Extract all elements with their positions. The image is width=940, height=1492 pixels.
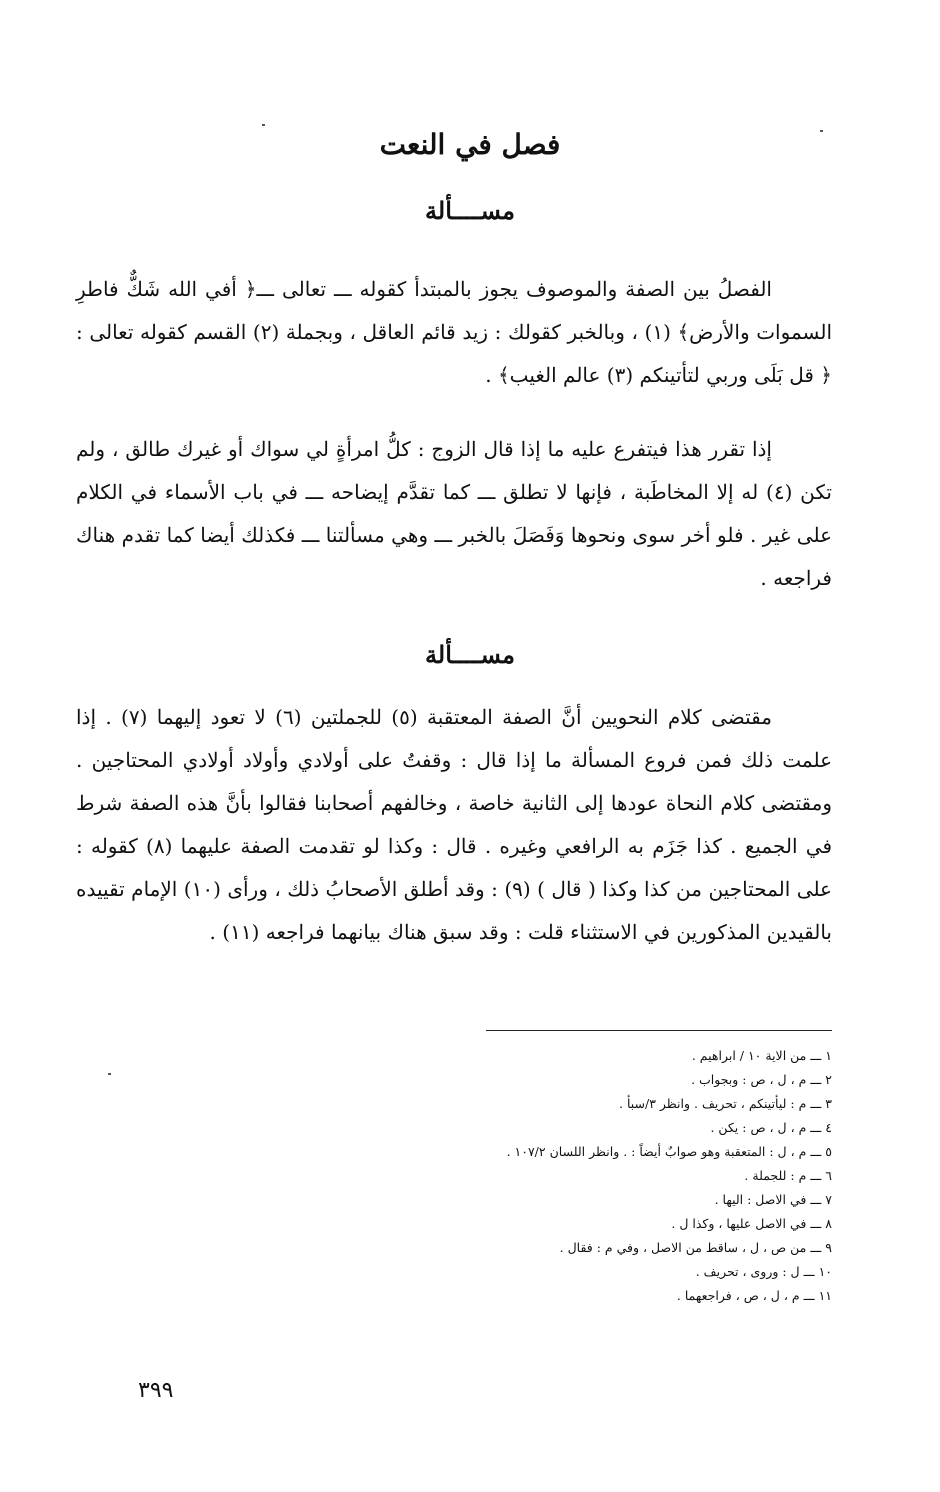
page-number: ٣٩٩ (138, 1378, 174, 1403)
footnote-item: ١٠ ـــ ل : وروى ، تحريف . (695, 1264, 832, 1279)
footnote-item: ٧ ـــ في الاصل : اليها . (714, 1192, 832, 1207)
footnote-item: ٩ ـــ من ص ، ل ، ساقط من الاصل ، وفي م : فقال . (559, 1240, 832, 1255)
footnote-item: ٢ ـــ م ، ل ، ص : وبجواب . (691, 1072, 832, 1087)
scan-speck (820, 130, 823, 132)
paragraph-3: مقتضى كلام النحويين أنَّ الصفة المعتقبة (٥) للجملتين (٦) لا تعود إليهما (٧) . إذا علمت ذلك فمن فروع المسألة ما إذا قال : وقفتُ على أولادي وأولاد أولادي المحتاجين . ومقتضى كلام النحاة عودها إلى الثانية خاصة ، وخالفهم أصحابنا فقالوا بأنَّ هذه الصفة شرط في الجميع . كذا جَزَم به الرافعي وغيره . قال : وكذا لو تقدمت الصفة عليهما (٨) كقوله : على المحتاجين من كذا وكذا ( قال ) (٩) : وقد أطلق الأصحابُ ذلك ، ورأى (١٠) الإمام تقييده بالقيدين المذكورين في الاستثناء قلت : وقد سبق هناك بيانهما فراجعه (١١) . (76, 705, 833, 944)
footnote-item: ٣ ـــ م : ليأتينكم ، تحريف . وانظر ٣/سبأ . (619, 1096, 832, 1111)
footnote-item: ٤ ـــ م ، ل ، ص : يكن . (710, 1120, 832, 1135)
footnote-item: ٨ ـــ في الاصل عليها ، وكذا ل . (671, 1216, 832, 1231)
chapter-title: فصل في النعت (379, 128, 561, 161)
footnote-item: ١ ـــ من الاية ١٠ / ابراهيم . (691, 1048, 832, 1063)
section-heading-1: مســــألة (425, 196, 515, 225)
footnote-item: ٥ ـــ م ، ل : المتعقبة وهو صوابٌ أيضاً : . وانظر اللسان ١٠٧/٢ . (506, 1144, 832, 1159)
scan-speck (262, 124, 265, 126)
scan-speck (108, 1073, 111, 1075)
paragraph-2: إذا تقرر هذا فيتفرع عليه ما إذا قال الزوج : كلُّ امرأةٍ لي سواك أو غيرك طالق ، ولم تكن (٤) له إلا المخاطَبة ، فإنها لا تطلق ـــ كما تقدَّم إيضاحه ـــ في باب الأسماء في الكلام على غير . فلو أخر سوى ونحوها وَفَصَلَ بالخبر ـــ وهي مسألتنا ـــ فكذلك أيضا كما تقدم هناك فراجعه . (76, 437, 832, 590)
footnote-item: ٦ ـــ م : للجملة . (744, 1168, 832, 1183)
footnote-divider (486, 1030, 832, 1031)
footnote-item: ١١ ـــ م ، ل ، ص ، فراجعهما . (676, 1288, 832, 1303)
paragraph-1: الفصلُ بين الصفة والموصوف يجوز بالمبتدأ كقوله ـــ تعالى ـــ﴿ أفي الله شَكٌّ فاطرِ السموات والأرض﴾ (١) ، وبالخبر كقولك : زيد قائم العاقل ، وبجملة (٢) القسم كقوله تعالى :﴿ قل بَلَى وربي لتأتينكم (٣) عالم الغيب﴾ . (76, 277, 832, 387)
footnotes-list (312, 1044, 832, 1308)
section-heading-2: مســــألة (425, 640, 515, 669)
